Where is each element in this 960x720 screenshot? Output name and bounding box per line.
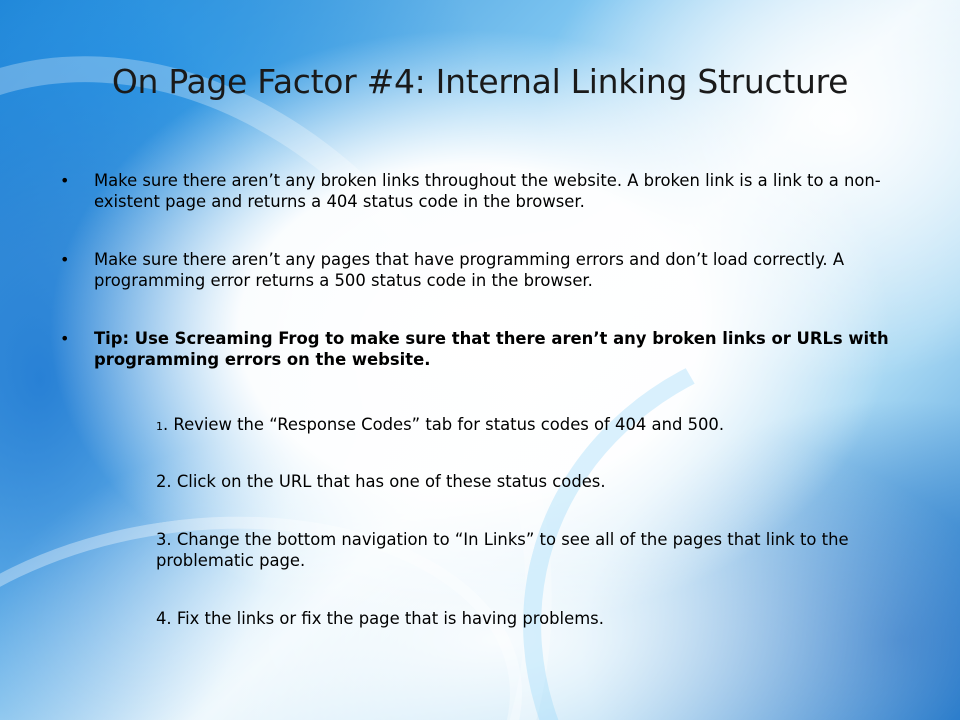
bullet-text: Make sure there aren’t any pages that have programming errors and don’t load correctly. A programming error returns a 500 status code in the browser.	[94, 250, 845, 290]
bullet-marker: •	[60, 329, 70, 348]
bullet-text: Tip: Use Screaming Frog to make sure that there aren’t any broken links or URLs with programming errors on the website.	[94, 329, 889, 369]
step-item	[156, 529, 916, 571]
bullet-item	[58, 170, 908, 212]
step-item	[156, 471, 916, 492]
step-text: 2. Click on the URL that has one of these status codes.	[156, 472, 606, 491]
step-number: 1	[156, 420, 163, 433]
bullet-list	[58, 170, 908, 407]
slide-title: On Page Factor #4: Internal Linking Structure	[111, 62, 849, 101]
bullet-marker: •	[60, 250, 70, 269]
step-item	[156, 608, 916, 629]
bullet-text: Make sure there aren’t any broken links throughout the website. A broken link is a link to a non-existent page and returns a 404 status code in the browser.	[94, 171, 881, 211]
step-text: 3. Change the bottom navigation to “In Links” to see all of the pages that link to the problematic page.	[156, 530, 849, 570]
step-item	[156, 414, 916, 437]
bullet-item-tip	[58, 328, 908, 370]
step-text: 4. Fix the links or fix the page that is having problems.	[156, 609, 604, 628]
bullet-marker: •	[60, 171, 70, 190]
bullet-item	[58, 249, 908, 291]
step-text: . Review the “Response Codes” tab for status codes of 404 and 500.	[163, 415, 725, 434]
step-list	[156, 414, 916, 666]
